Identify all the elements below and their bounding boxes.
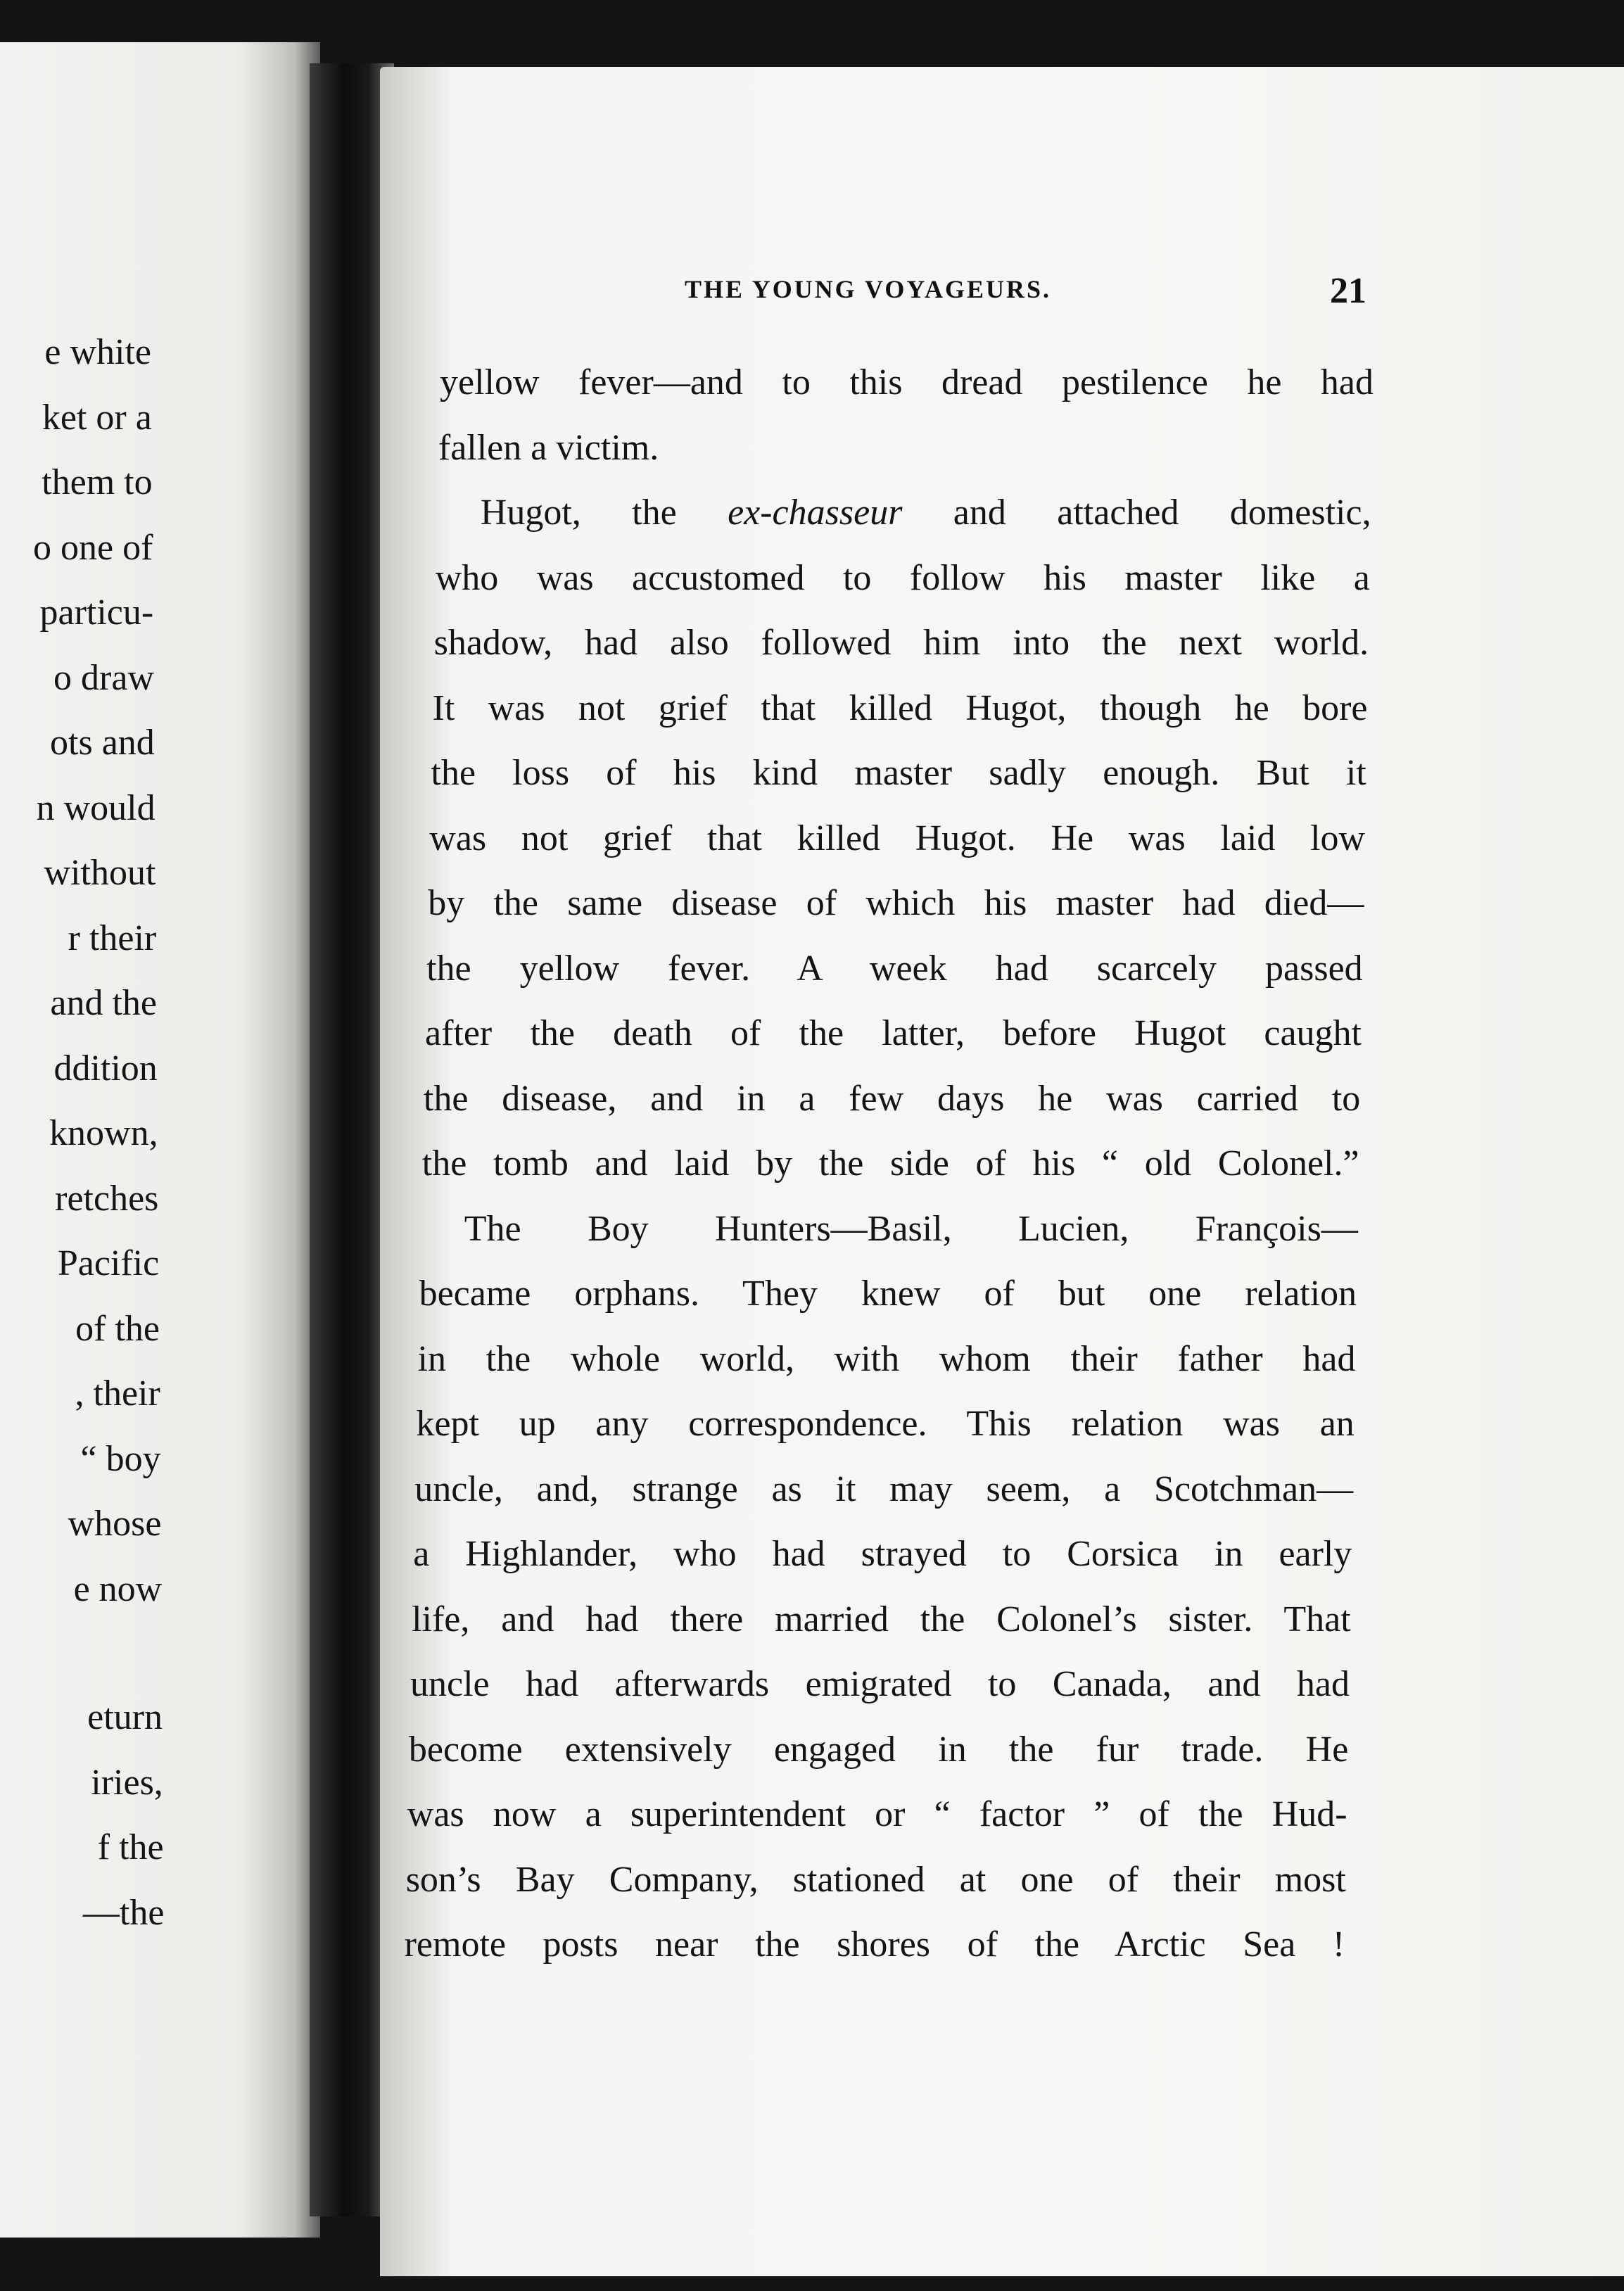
body-line: the loss of his kind master sadly enough. But it <box>431 753 1366 793</box>
body-line: after the death of the latter, before Hugot caught <box>425 1013 1362 1053</box>
body-line: It was not grief that killed Hugot, though he bore <box>432 687 1368 728</box>
left-page-line: known, <box>49 1113 158 1153</box>
body-line: become extensively engaged in the fur trade. He <box>408 1729 1349 1770</box>
body-line: uncle, and, strange as it may seem, a Scotchman— <box>414 1468 1354 1509</box>
left-page-line: ots and <box>50 723 155 763</box>
body-line: shadow, had also followed him into the next world. <box>433 623 1369 663</box>
page-number: 21 <box>1330 271 1366 311</box>
left-page-line: r their <box>68 918 157 958</box>
body-line: uncle had afterwards emigrated to Canada, and had <box>410 1664 1350 1704</box>
italic-word: ex-chasseur <box>728 493 903 533</box>
left-page-line: iries, <box>91 1762 163 1803</box>
left-page-line: ddition <box>53 1048 158 1089</box>
left-page-line: of the <box>75 1308 160 1349</box>
body-line: fallen a victim. <box>438 427 659 468</box>
body-line: The Boy Hunters—Basil, Lucien, François— <box>464 1208 1358 1249</box>
body-line: Hugot, the ex-chasseur and attached domestic, <box>480 493 1371 533</box>
body-line: a Highlander, who had strayed to Corsica in early <box>413 1534 1352 1574</box>
left-page-line: and the <box>50 983 157 1023</box>
left-page-line: ket or a <box>42 397 152 438</box>
body-line: in the whole world, with whom their father had <box>417 1338 1356 1379</box>
left-page-line: o draw <box>53 657 154 698</box>
left-page-line: f the <box>97 1827 164 1867</box>
body-line: kept up any correspondence. This relation was an <box>416 1404 1355 1444</box>
left-page-line: o one of <box>33 527 153 568</box>
body-line: life, and had there married the Colonel’s sister. That <box>412 1599 1351 1639</box>
left-page-line: n would <box>36 787 156 828</box>
body-line: remote posts near the shores of the Arctic Sea ! <box>404 1924 1345 1965</box>
body-line: the tomb and laid by the side of his “ old Colonel.” <box>421 1143 1359 1183</box>
left-page-line: particu- <box>39 592 154 633</box>
left-page-line: Pacific <box>57 1243 160 1283</box>
body-line: the disease, and in a few days he was carried to <box>423 1078 1361 1119</box>
left-page-line: eturn <box>87 1697 163 1737</box>
left-page <box>0 42 320 2238</box>
left-page-line: —the <box>82 1892 165 1933</box>
left-page-line: e white <box>44 332 151 372</box>
left-page-line: , their <box>75 1373 160 1414</box>
body-line: by the same disease of which his master had died— <box>428 883 1364 923</box>
body-line: was not grief that killed Hugot. He was laid low <box>429 818 1366 858</box>
body-line: the yellow fever. A week had scarcely passed <box>426 948 1363 989</box>
left-page-line: without <box>44 853 156 893</box>
left-page-line: whose <box>68 1504 162 1544</box>
running-head: THE YOUNG VOYAGEURS. <box>685 275 1052 303</box>
body-line: yellow fever—and to this dread pestilence he had <box>440 362 1374 402</box>
body-line: son’s Bay Company, stationed at one of their most <box>405 1859 1346 1900</box>
left-page-line: retches <box>55 1178 159 1219</box>
body-line: became orphans. They knew of but one relation <box>419 1274 1357 1314</box>
body-line: who was accustomed to follow his master like a <box>435 557 1370 598</box>
body-line: was now a superintendent or “ factor ” of the Hud- <box>407 1794 1347 1834</box>
left-page-line: them to <box>42 462 153 502</box>
left-page-line: e now <box>73 1568 163 1609</box>
left-page-line: “ boy <box>80 1438 161 1479</box>
